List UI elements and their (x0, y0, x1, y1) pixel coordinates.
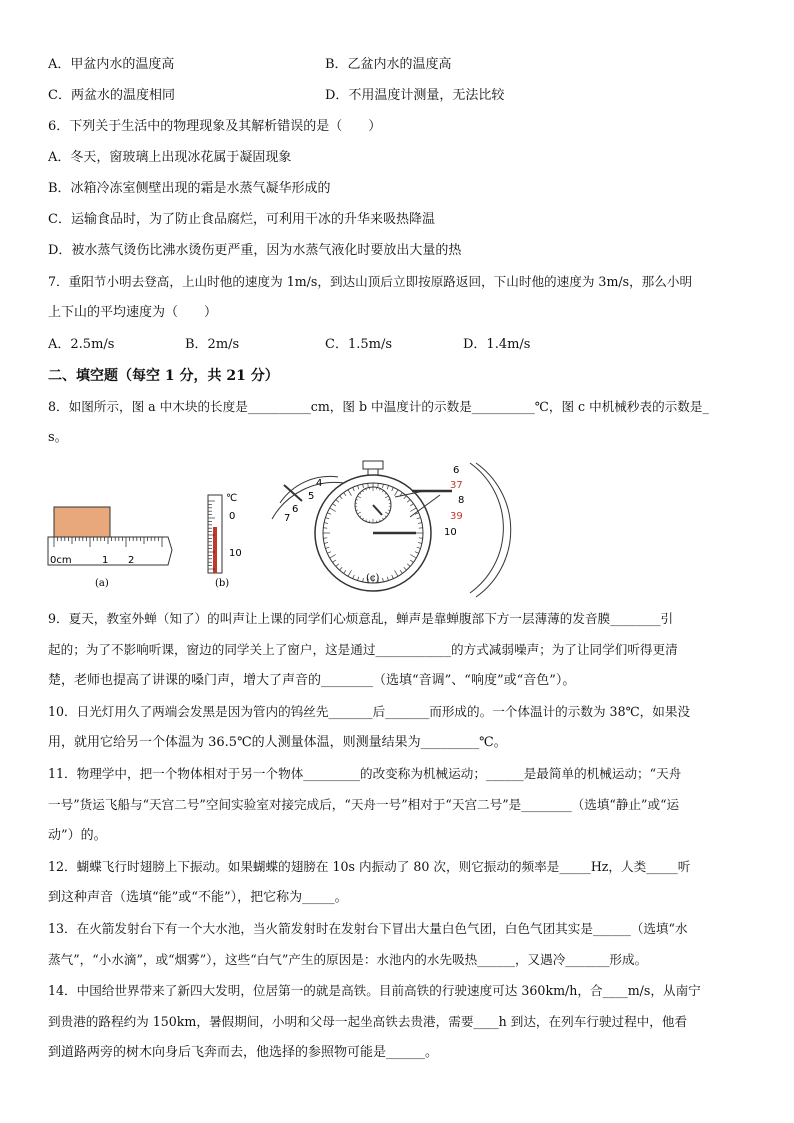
dial-label-7: 7 (284, 513, 291, 524)
ruler-label-0: 0cm (50, 555, 72, 566)
q13-line2: 蒸气”，“小水滴”，或“烟雾”），这些“白气”产生的原因是：水池内的水先吸热______，又遇冷_______形成。 (48, 952, 648, 967)
q7-option-b: B．2m/s (185, 337, 240, 352)
q7-stem-line2: 上下山的平均速度为（ ） (48, 305, 218, 320)
q9-line2: 起的；为了不影响听课，窗边的同学关上了窗户，这是通过____________的方式减弱噪声；为了让同学们听得更清 (48, 642, 678, 657)
thermometer-figure (208, 493, 242, 589)
dial-label-6: 6 (292, 504, 299, 515)
thermometer-label-0: 0 (229, 511, 236, 522)
wood-block (54, 507, 110, 537)
q6-option-c: C．运输食品时，为了防止食品腐烂，可利用干冰的升华来吸热降温 (48, 212, 435, 227)
dial-label-5: 5 (308, 491, 315, 502)
stopwatch-figure (272, 461, 511, 597)
q7-option-c: C．1.5m/s (325, 337, 392, 352)
scale-label-37: 37 (450, 480, 463, 491)
scale-label-6: 6 (453, 465, 460, 476)
q11-line1: 11．物理学中，把一个物体相对于另一个物体_________的改变称为机械运动；______是最简单的机械运动；“天舟 (48, 766, 682, 781)
q14-line1: 14．中国给世界带来了新四大发明，位居第一的就是高铁。目前高铁的行驶速度可达 360km/h，合____m/s，从南宁 (48, 983, 701, 998)
dial-label-4: 4 (316, 478, 323, 489)
q6-option-a: A．冬天，窗玻璃上出现冰花属于凝固现象 (48, 150, 292, 165)
ruler-figure (48, 507, 172, 589)
q9-line1: 9．夏天，教室外蝉（知了）的叫声让上课的同学们心烦意乱，蝉声是靠蝉腹部下方一层薄薄的发音膜________引 (48, 611, 674, 626)
caption-a: (a) (95, 578, 109, 589)
thermometer-unit: ℃ (226, 493, 238, 504)
q14-line2: 到贵港的路程约为 150km，暑假期间，小明和父母一起坐高铁去贵港，需要____h 到达，在列车行驶过程中，他看 (48, 1014, 688, 1029)
q8-line1: 8．如图所示，图 a 中木块的长度是__________cm，图 b 中温度计的示数是__________℃，图 c 中机械秒表的示数是_ (48, 399, 709, 414)
q6-stem: 6．下列关于生活中的物理现象及其解析错误的是（ ） (48, 119, 382, 134)
thermometer-liquid (213, 527, 217, 573)
q14-line3: 到道路两旁的树木向身后飞奔而去，他选择的参照物可能是______。 (48, 1045, 439, 1060)
q10-line1: 10．日光灯用久了两端会发黑是因为管内的钨丝先_______后_______而形成的。一个体温计的示数为 38℃，如果没 (48, 704, 691, 719)
q8-line2: s。 (48, 430, 68, 445)
thermometer-label-10: 10 (229, 548, 242, 559)
q7-option-a: A．2.5m/s (48, 337, 115, 352)
q8-figure (40, 455, 560, 600)
q7-stem-line1: 7．重阳节小明去登高，上山时他的速度为 1m/s，到达山顶后立即按原路返回，下山时他的速度为 3m/s，那么小明 (48, 274, 693, 289)
q5-option-a: A．甲盆内水的温度高 (48, 57, 175, 72)
stopwatch-crown (363, 461, 383, 469)
q5-option-d: D．不用温度计测量，无法比较 (325, 88, 505, 103)
ruler-label-1: 1 (102, 555, 109, 566)
q11-line3: 动”）的。 (48, 828, 107, 843)
q12-line2: 到这种声音（选填“能”或“不能”），把它称为_____。 (48, 890, 348, 905)
dial-pointer (284, 485, 302, 501)
caption-c: (c) (366, 573, 380, 584)
q9-line3: 楚，老师也提高了讲课的嗓门声，增大了声音的________（选填“音调”、“响度”或“音色”）。 (48, 673, 576, 688)
q10-line2: 用，就用它给另一个体温为 36.5℃的人测量体温，则测量结果为_________℃。 (48, 735, 507, 750)
q7-option-d: D．1.4m/s (463, 337, 531, 352)
q12-line1: 12．蝴蝶飞行时翅膀上下振动。如果蝴蝶的翅膀在 10s 内振动了 80 次，则它振动的频率是_____Hz，人类_____听 (48, 859, 691, 874)
q5-option-b: B．乙盆内水的温度高 (325, 57, 452, 72)
caption-b: (b) (215, 578, 230, 589)
section-title: 二、填空题（每空 1 分，共 21 分） (48, 368, 279, 384)
scale-label-10: 10 (444, 527, 457, 538)
q11-line2: 一号”货运飞船与“天宫二号”空间实验室对接完成后，“天舟一号”相对于“天宫二号”是________（选填“静止”或“运 (48, 797, 680, 812)
q6-option-b: B．冰箱冷冻室侧壁出现的霜是水蒸气凝华形成的 (48, 181, 331, 196)
ruler-label-2: 2 (128, 555, 135, 566)
scale-label-39: 39 (450, 511, 463, 522)
q6-option-d: D．被水蒸气烫伤比沸水烫伤更严重，因为水蒸气液化时要放出大量的热 (48, 243, 462, 258)
scale-label-8: 8 (458, 495, 465, 506)
q5-option-c: C．两盆水的温度相同 (48, 88, 175, 103)
q13-line1: 13．在火箭发射台下有一个大水池，当火箭发射时在发射台下冒出大量白色气团，白色气团其实是______（选填“水 (48, 921, 688, 936)
